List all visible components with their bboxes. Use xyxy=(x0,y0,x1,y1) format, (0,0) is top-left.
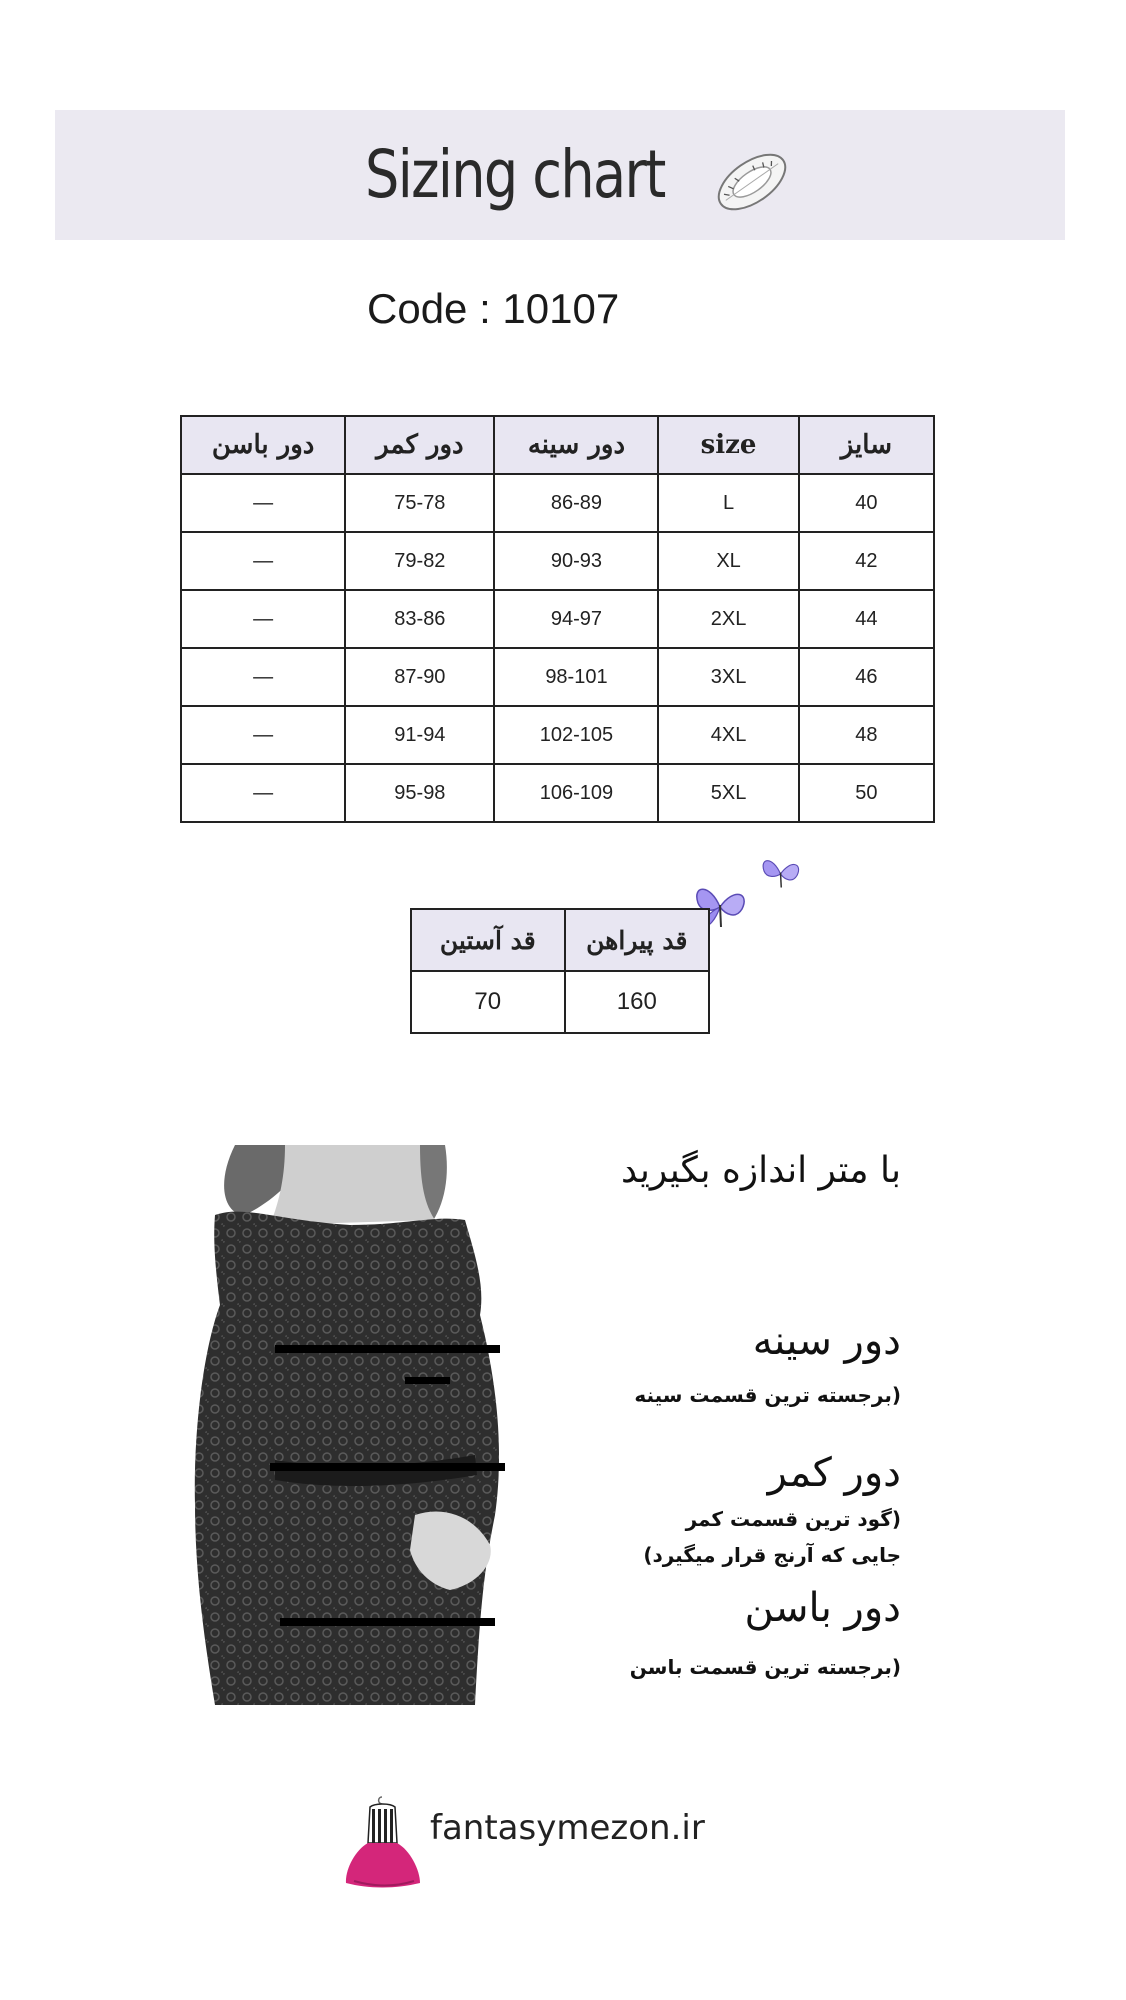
hip-label: دور باسن xyxy=(744,1585,901,1631)
length-table-header xyxy=(411,909,709,971)
code-value: 10107 xyxy=(502,285,620,332)
cell-chest: 102-105 xyxy=(494,706,658,764)
table-row xyxy=(411,971,709,1033)
cell-letter: L xyxy=(658,474,798,532)
header-size-en: size xyxy=(658,416,798,474)
cell-sleeve-length: 70 xyxy=(411,971,565,1033)
waist-note-1: (گود ترین قسمت کمر xyxy=(685,1507,901,1531)
cell-chest: 94-97 xyxy=(494,590,658,648)
guide-title: با متر اندازه بگیرید xyxy=(620,1150,901,1191)
butterfly-icon xyxy=(758,850,803,895)
measuring-tape-icon xyxy=(710,140,795,225)
cell-size: 48 xyxy=(799,706,934,764)
cell-size: 42 xyxy=(799,532,934,590)
header-hip: دور باسن xyxy=(181,416,345,474)
cell-chest: 106-109 xyxy=(494,764,658,822)
cell-waist: 95-98 xyxy=(345,764,494,822)
product-code xyxy=(367,285,619,333)
code-label: Code : xyxy=(367,285,491,332)
cell-size: 44 xyxy=(799,590,934,648)
waist-label: دور کمر xyxy=(767,1450,901,1496)
cell-size: 40 xyxy=(799,474,934,532)
cell-waist: 83-86 xyxy=(345,590,494,648)
header-size-fa: سایز xyxy=(799,416,934,474)
cell-hip: — xyxy=(181,764,345,822)
table-row xyxy=(181,590,934,648)
cell-chest: 90-93 xyxy=(494,532,658,590)
cell-letter: XL xyxy=(658,532,798,590)
table-row xyxy=(181,648,934,706)
chest-note: (برجسته ترین قسمت سینه xyxy=(634,1383,901,1407)
cell-hip: — xyxy=(181,474,345,532)
table-row xyxy=(181,764,934,822)
waist-note-2: جایی که آرنج قرار میگیرد) xyxy=(643,1543,901,1567)
cell-dress-length: 160 xyxy=(565,971,709,1033)
cell-letter: 5XL xyxy=(658,764,798,822)
hip-note: (برجسته ترین قسمت باسن xyxy=(629,1655,901,1679)
size-table-header xyxy=(181,416,934,474)
cell-chest: 98-101 xyxy=(494,648,658,706)
header-dress-length: قد پیراهن xyxy=(565,909,709,971)
cell-letter: 2XL xyxy=(658,590,798,648)
cell-waist: 91-94 xyxy=(345,706,494,764)
cell-hip: — xyxy=(181,532,345,590)
cell-letter: 3XL xyxy=(658,648,798,706)
cell-hip: — xyxy=(181,706,345,764)
cell-size: 46 xyxy=(799,648,934,706)
header-sleeve-length: قد آستین xyxy=(411,909,565,971)
table-row xyxy=(181,706,934,764)
website-url: fantasymezon.ir xyxy=(430,1808,705,1848)
header-waist: دور کمر xyxy=(345,416,494,474)
cell-waist: 79-82 xyxy=(345,532,494,590)
table-row xyxy=(181,474,934,532)
dress-logo-icon xyxy=(340,1795,425,1890)
page-title: Sizing chart xyxy=(365,136,665,213)
model-photo xyxy=(175,1145,555,1705)
length-table xyxy=(410,908,710,1034)
cell-hip: — xyxy=(181,590,345,648)
table-row xyxy=(181,532,934,590)
chest-label: دور سینه xyxy=(752,1318,901,1364)
cell-size: 50 xyxy=(799,764,934,822)
header-chest: دور سینه xyxy=(494,416,658,474)
cell-waist: 75-78 xyxy=(345,474,494,532)
cell-chest: 86-89 xyxy=(494,474,658,532)
cell-letter: 4XL xyxy=(658,706,798,764)
cell-waist: 87-90 xyxy=(345,648,494,706)
size-table xyxy=(180,415,935,823)
cell-hip: — xyxy=(181,648,345,706)
